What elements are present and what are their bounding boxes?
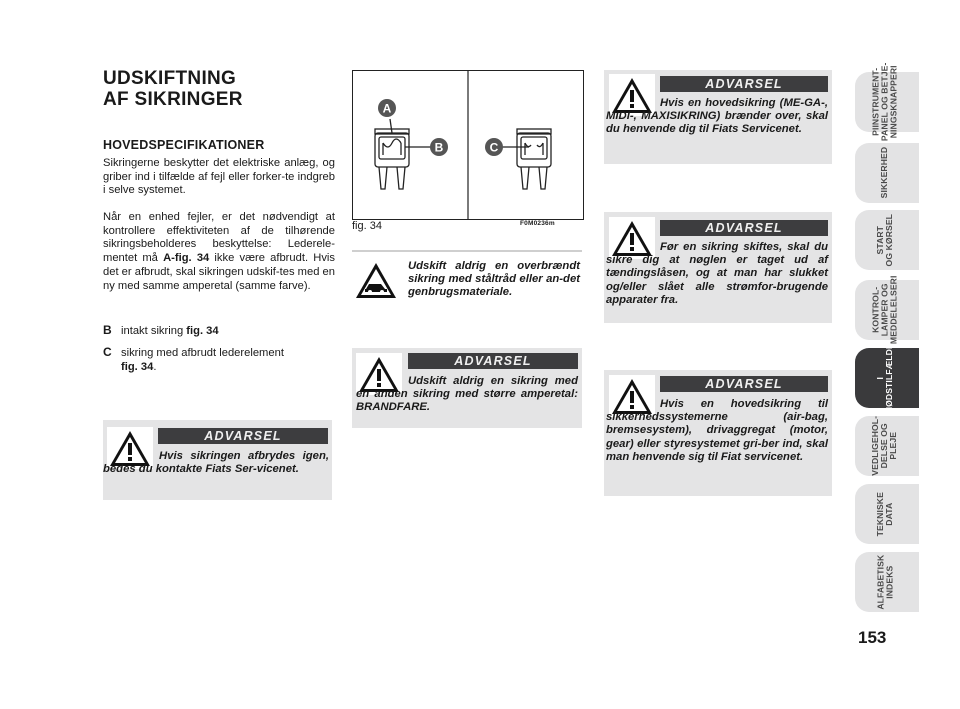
paragraph-2-text-a: Når en enhed fejler, er det nødvendigt at kontrollere effektiviteten af de tilhørende sikringsbeholderes beskyttelse: Lederele-mentet må [103, 211, 335, 265]
figure-caption: fig. 34 [352, 220, 382, 232]
tab-label: START OG KØRSEL [874, 213, 894, 267]
fuse-figure [352, 70, 584, 220]
divider [352, 250, 582, 252]
list-item-ref: fig. 34 [186, 325, 219, 337]
warning-label: ADVARSEL [660, 376, 828, 392]
warning-box-4 [604, 212, 832, 323]
paragraph-2-ref: A-fig. 34 [163, 252, 210, 265]
list-item-end: . [153, 360, 157, 373]
warning-box-3 [604, 70, 832, 164]
tab-emergency[interactable] [855, 343, 919, 413]
environment-note-text: Udskift aldrig en overbrændt sikring med ståltråd eller an-det genbrugsmateriale. [408, 260, 580, 299]
tab-maintenance[interactable] [855, 416, 919, 476]
list-item-text: intakt sikring [121, 325, 187, 337]
tab-label: PIINSTRUMENT- PANEL OG BETJE- NINGSKNAPPERI [870, 62, 899, 142]
paragraph-2 [103, 211, 335, 293]
paragraph-1: Sikringerne beskytter det elektriske anlæg, og griber ind i tilfælde af fejl eller forker-te indgreb i selve systemet. [103, 157, 335, 197]
list-item-c [103, 346, 335, 374]
tab-label: TEKNISKE DATA [874, 491, 894, 537]
environment-note [352, 258, 582, 308]
tab-instrument-panel[interactable] [855, 62, 919, 142]
tab-label: SIKKERHED [879, 147, 890, 199]
label-c: C [489, 140, 499, 155]
warning-box-2 [352, 348, 582, 428]
list-item-b [103, 324, 335, 339]
warning-label: ADVARSEL [408, 353, 578, 369]
list-item-text: sikring med afbrudt lederelement [121, 347, 284, 359]
figure-code: F0M0236m [520, 220, 555, 227]
list-item-key: C [103, 345, 112, 359]
warning-text: Hvis sikringen afbrydes igen, bedes du kontakte Fiats Ser-vicenet. [103, 450, 329, 476]
list-item-ref: fig. 34 [121, 360, 154, 373]
tab-label: ALFABETISK INDEKS [874, 554, 894, 610]
tab-technical-data[interactable] [855, 484, 919, 544]
warning-box-5 [604, 370, 832, 496]
warning-label: ADVARSEL [660, 220, 828, 236]
warning-text: Hvis en hovedsikring (ME-GA-, MIDI-, MAXISIKRING) brænder over, skal du henvende dig til Fiats Servicenet. [606, 97, 828, 136]
tab-label: VEDLIGEHOL- DELSE OG PLEJE [870, 416, 899, 476]
title-line-1: UDSKIFTNING [103, 68, 237, 89]
warning-label: ADVARSEL [158, 428, 328, 444]
label-a: A [382, 101, 392, 116]
tab-warning-lights[interactable] [855, 275, 919, 345]
list-item-key: B [103, 323, 112, 337]
warning-text: Udskift aldrig en sikring med en anden sikring med større amperetal: BRANDFARE. [356, 375, 578, 414]
page-number: 153 [858, 628, 887, 647]
title-line-2: AF SIKRINGER [103, 89, 243, 110]
tab-label: I NØDSTILFÆLDE [874, 343, 895, 413]
tab-start-driving[interactable] [855, 210, 919, 270]
tab-label: KONTROL- LAMPER OG MEDDELELSERI [870, 275, 899, 345]
paragraph-2-text-b: ikke være afbrudt. Hvis det er afbrudt, skal sikringen udskif-tes med en ny med samme amperetal (samme farve). [103, 252, 335, 292]
tab-index[interactable] [855, 552, 919, 612]
tab-safety[interactable] [855, 143, 919, 203]
label-b: B [434, 140, 444, 155]
warning-text: Hvis en hovedsikring til sikkerhedssystemerne (air-bag, bremsesystem), drivaggregat (motor, gear) eller styresystemet gri-ber ind, skal man henvende sig til Fiat servicenet. [606, 398, 828, 463]
warning-label: ADVARSEL [660, 76, 828, 92]
car-recycling-warning-icon [353, 259, 399, 301]
warning-text: Før en sikring skiftes, skal du sikre dig at nøglen er taget ud af tændingslåsen, og at man har slukket og/eller slået alle strømfor-brugende apparater fra. [606, 241, 828, 306]
page-title [103, 68, 343, 110]
section-subheading: HOVEDSPECIFIKATIONER [103, 138, 265, 152]
warning-box-1 [103, 420, 332, 500]
